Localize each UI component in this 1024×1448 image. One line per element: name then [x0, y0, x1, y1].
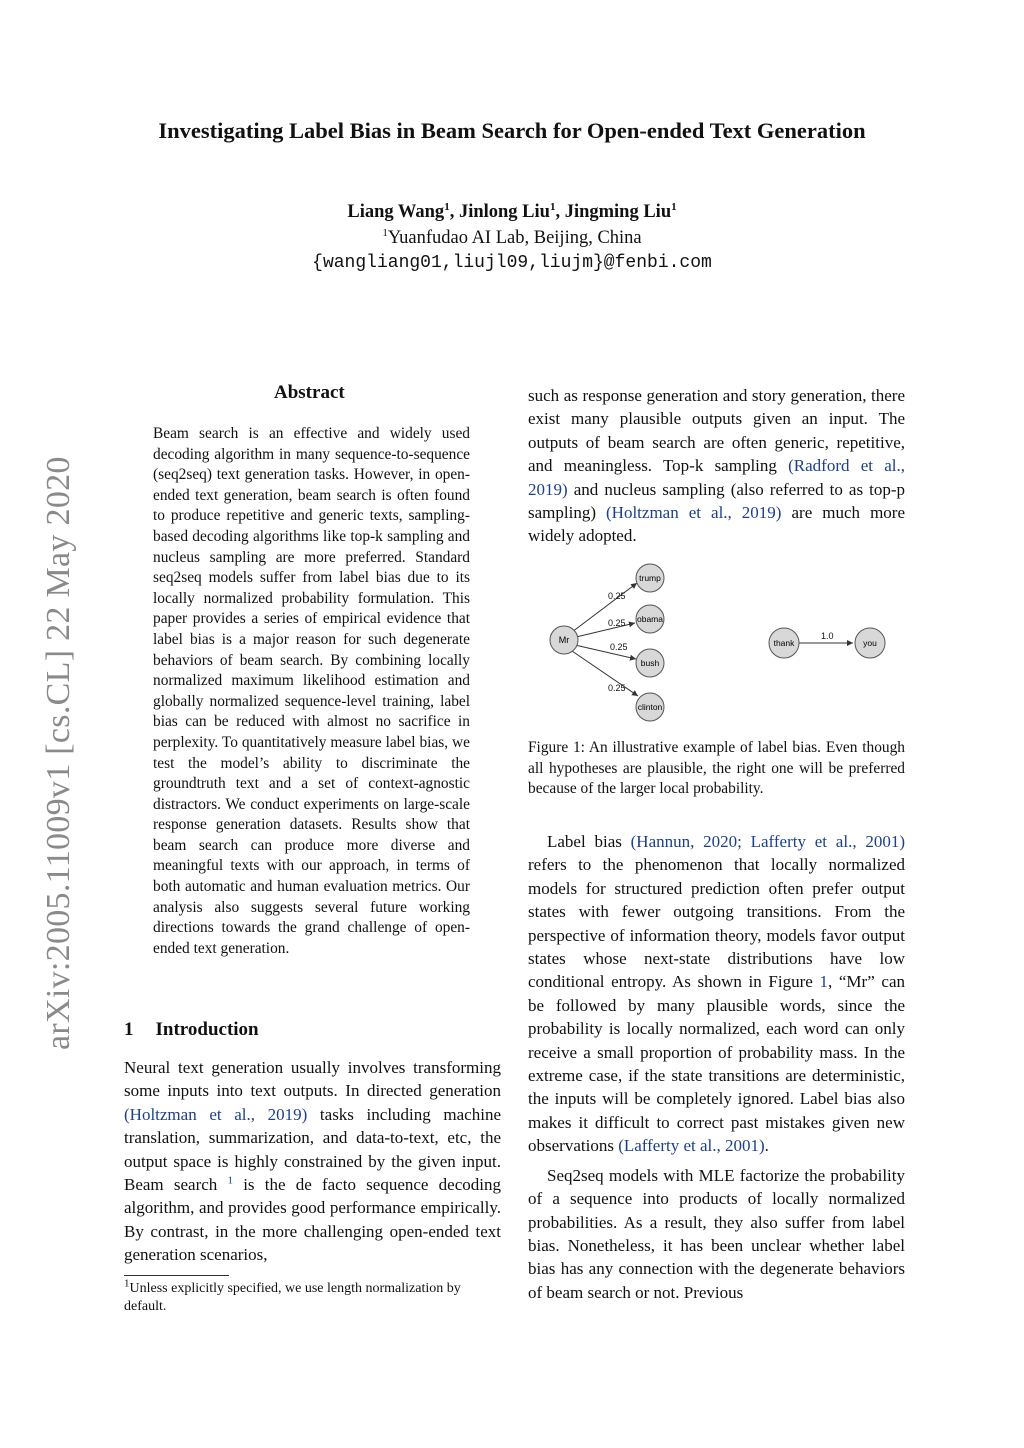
edge-prob-label: 0.25 [608, 683, 626, 693]
footnote: $^1$Unless explicitly specified, we use length normalization by default. [124, 1277, 461, 1314]
right-column-body [528, 830, 905, 1304]
figure-label-bias-diagram [528, 560, 905, 730]
citation-link[interactable]: (Hannun, 2020; Lafferty et al., 2001) [630, 832, 905, 851]
right-column-paragraph: such as response generation and story generation, there exist many plausible outputs given an input. The outputs of beam search are often generic, repetitive, and meaningless. Top-k sampling (Radford et al., 2019) and nucleus sampling (also referred to as top-p sampling) (Holtzman et al., 2019) are much more widely adopted. [528, 386, 906, 546]
footnote-divider [124, 1275, 229, 1276]
node-label: obama [637, 614, 663, 624]
section-heading [124, 1019, 281, 1041]
arxiv-identifier: arXiv:2005.11009v1 [cs.CL] 22 May 2020 [40, 456, 77, 1050]
edge-prob-label: 0.25 [608, 618, 626, 628]
citation-link[interactable]: (Lafferty et al., 2001) [618, 1136, 765, 1156]
node-label: clinton [637, 702, 663, 712]
author-name: Jingming Liu [564, 202, 672, 222]
figure-reference-link[interactable]: 1 [819, 972, 828, 992]
author-emails: {wangliang01,liujl09,liujm}@fenbi.com [312, 253, 712, 273]
node-label: thank [773, 638, 795, 648]
node-label: bush [640, 658, 660, 668]
intro-paragraph: Neural text generation usually involves transforming some inputs into text outputs. In directed generation (Holtzman et al., 2019) tasks including machine translation, summarization, and data-to-text, etc, the output space is highly constrained by the given input. Beam search $^1$ is the de facto sequence decoding algorithm, and provides good performance empirically. By contrast, in the more challenging open-ended text generation scenarios, [124, 1058, 501, 1265]
section-number: 1 [124, 1019, 134, 1040]
edge-prob-label: 1.0 [821, 631, 834, 641]
author-name: Liang Wang [347, 202, 445, 222]
edge-mr-clinton [572, 651, 638, 696]
node-label: trump [639, 573, 661, 583]
section-title: Introduction [155, 1019, 259, 1040]
affiliation: $^1$Yuanfudao AI Lab, Beijing, China [382, 226, 642, 248]
paragraph-seq2seq: Seq2seq models with MLE factorize the probability of a sequence into products of locally normalized probabilities. As a result, they also suffer from label bias. Nonetheless, it has been unclear whether label bias has any connection with the degenerate behaviors of beam search or not. Previous [528, 1165, 905, 1302]
citation-link[interactable]: (Radford et al., 2019) [528, 456, 906, 499]
author-list: Liang Wang$^1$, Jinlong Liu$^1$, Jingming Liu$^1$ [347, 200, 677, 222]
citation-link[interactable]: (Holtzman et al., 2019) [606, 503, 782, 523]
paper-title: Investigating Label Bias in Beam Search for Open-ended Text Generation [158, 118, 866, 143]
abstract-text: Beam search is an effective and widely used decoding algorithm in many sequence-to-sequence (seq2seq) text generation tasks. However, in open-ended text generation, beam search is often found to produce repetitive and generic texts, sampling-based decoding algorithms like top-k sampling and nucleus sampling are more preferred. Standard seq2seq models suffer from label bias due to its locally normalized probability formulation. This paper provides a series of empirical evidence that label bias is a major reason for such degenerate behaviors of beam search. By combining locally normalized maximum likelihood estimation and globally normalized sequence-level training, label bias can be reduced with almost no sacrifice in perplexity. To quantitatively measure label bias, we test the model’s ability to discriminate the groundtruth text and a set of context-agnostic distractors. We conduct experiments on large-scale response generation datasets. Results show that beam search can produce more diverse and meaningful texts with our approach, in terms of both automatic and human evaluation metrics. Our analysis also suggests several future working directions towards the grand challenge of open-ended text generation. [153, 425, 470, 957]
footnote-marker[interactable]: 1 [227, 1174, 233, 1187]
paragraph-label-bias: Label bias (Hannun, 2020; Lafferty et al., 2001) refers to the phenomenon that locally normalized models for structured prediction often prefer output states with fewer outgoing transitions. From the perspective of information theory, models favor output states whose next-state distributions have low conditional entropy. As shown in Figure 1, “Mr” can be followed by many plausible words, since the probability is locally normalized, each word can only receive a small proportion of probability mass. In the extreme case, if the state transitions are deterministic, the inputs will be completely ignored. Label bias also makes it difficult to correct past mistakes given new observations (Lafferty et al., 2001). [528, 832, 905, 1156]
edge-prob-label: 0.25 [608, 591, 626, 601]
edge-mr-obama [576, 623, 635, 637]
author-name: Jinlong Liu [458, 202, 550, 222]
citation-link[interactable]: (Holtzman et al., 2019) [124, 1104, 308, 1124]
node-label: you [863, 638, 877, 648]
figure-caption: Figure 1: An illustrative example of label bias. Even though all hypotheses are plausible, the right one will be preferred because of the larger local probability. [528, 739, 905, 798]
edge-prob-label: 0.25 [610, 642, 628, 652]
abstract-heading: Abstract [274, 382, 345, 403]
node-label: Mr [558, 635, 570, 645]
